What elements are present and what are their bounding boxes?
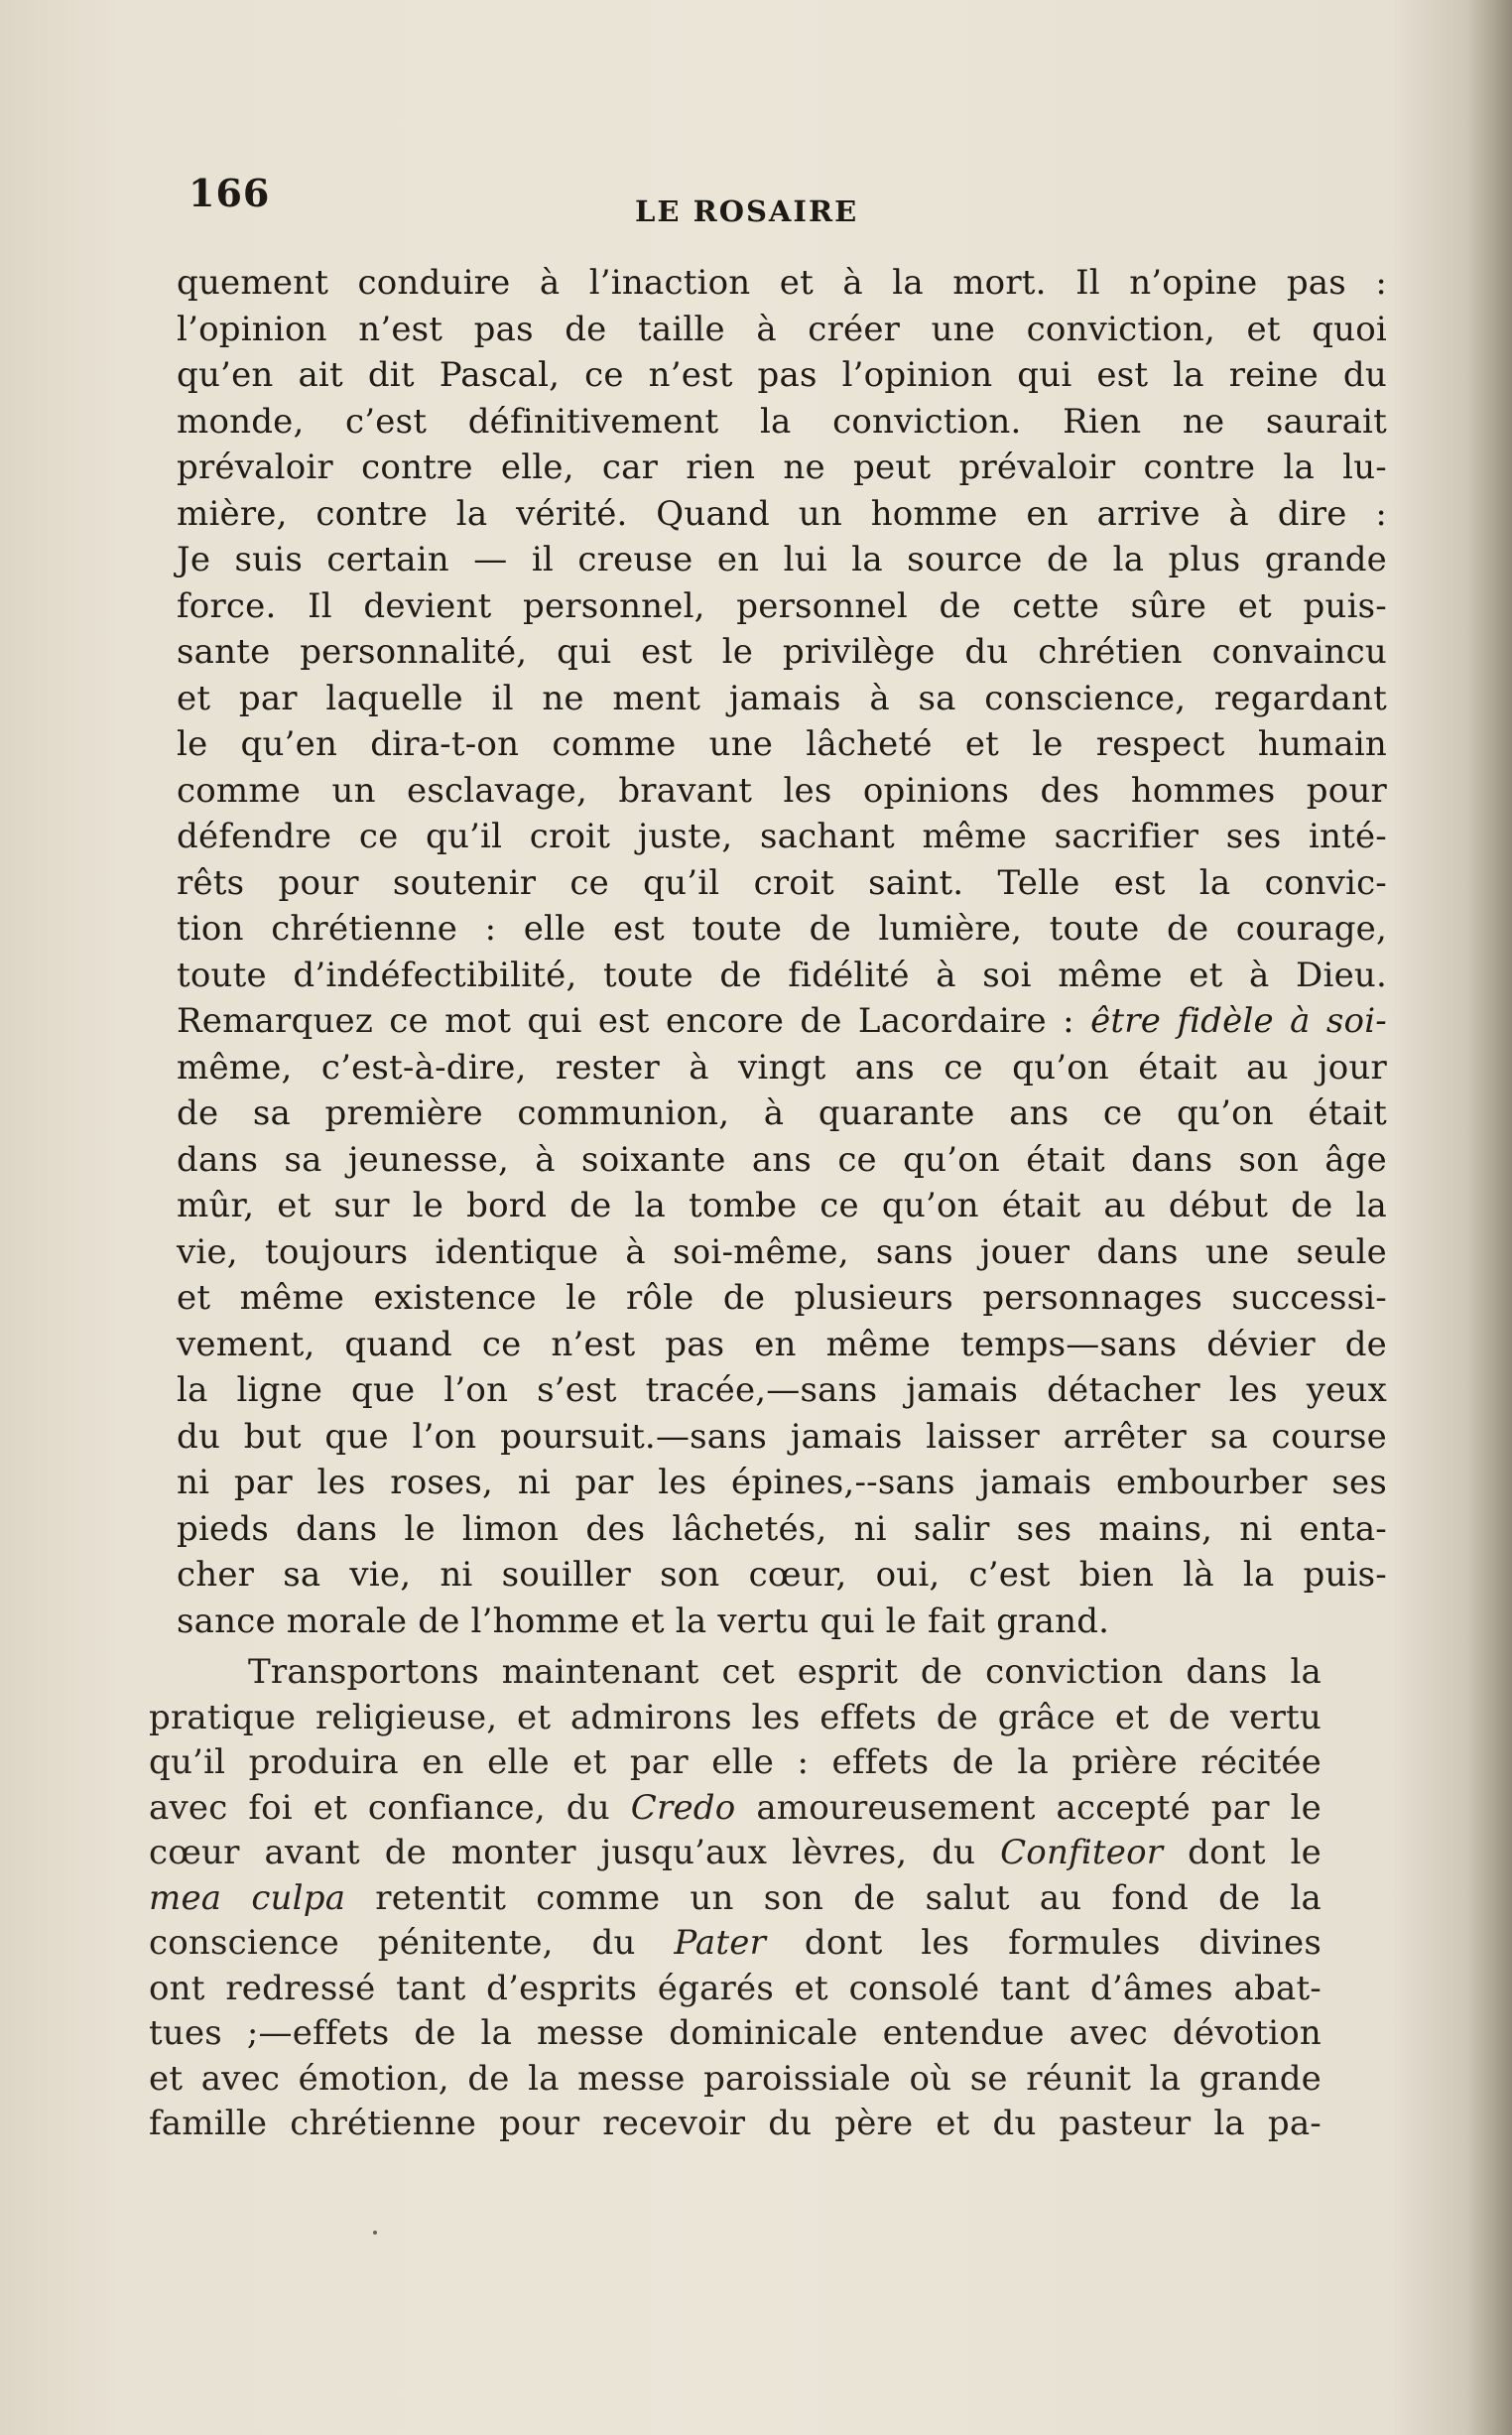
italic-quote: être fidèle à soi- — [1090, 1001, 1387, 1041]
italic-pater: Pater — [674, 1923, 767, 1963]
text-line-with-quote — [177, 998, 1387, 1045]
text-line: mûr, et sur le bord de la tombe ce qu’on était au début de la — [177, 1186, 1387, 1225]
text-line: la ligne que l’on s’est tracée,—sans jamais détacher les yeux — [177, 1370, 1387, 1410]
text-line: pratique religieuse, et admirons les effets de grâce et de vertu — [149, 1697, 1322, 1737]
text-line: Je suis certain — il creuse en lui la source de la plus grande — [177, 540, 1387, 579]
text-line — [149, 1876, 1322, 1922]
text-line: et par laquelle il ne ment jamais à sa conscience, regardant — [177, 678, 1387, 718]
text-line: de sa première communion, à quarante ans ce qu’on était — [177, 1093, 1387, 1133]
text-line: mière, contre la vérité. Quand un homme en arrive à dire : — [177, 493, 1387, 534]
paragraph-2 — [149, 1650, 1322, 2147]
text-line: toute d’indéfectibilité, toute de fidélité à soi même et à Dieu. — [177, 955, 1387, 995]
paper-speck — [373, 2231, 377, 2235]
text-line: tues ;—effets de la messe dominicale entendue avec dévotion — [149, 2013, 1322, 2053]
text-fragment: dont les formules divines — [766, 1923, 1322, 1963]
text-line: pieds dans le limon des lâchetés, ni salir ses mains, ni enta- — [177, 1508, 1387, 1549]
text-line: sante personnalité, qui est le privilège du chrétien convaincu — [177, 632, 1387, 672]
text-line: qu’il produira en elle et par elle : effets de la prière récitée — [149, 1742, 1322, 1782]
text-fragment: dont le — [1163, 1833, 1322, 1872]
text-line: même, c’est-à-dire, rester à vingt ans ce qu’on était au jour — [177, 1047, 1387, 1088]
text-line — [149, 1921, 1322, 1967]
text-line: et avec émotion, de la messe paroissiale où se réunit la grande — [149, 2058, 1322, 2099]
text-fragment: Remarquez ce mot qui est encore de Lacordaire : — [177, 1001, 1091, 1041]
text-fragment: cœur avant de monter jusqu’aux lèvres, du — [149, 1833, 1001, 1872]
text-line: comme un esclavage, bravant les opinions des hommes pour — [177, 770, 1387, 811]
text-line: qu’en ait dit Pascal, ce n’est pas l’opinion qui est la reine du — [177, 355, 1387, 395]
text-line: force. Il devient personnel, personnel de cette sûre et puis- — [177, 585, 1387, 626]
text-line: cher sa vie, ni souiller son cœur, oui, c’est bien là la puis- — [177, 1555, 1387, 1595]
text-fragment: amoureusement accepté par le — [735, 1787, 1322, 1828]
paragraph-1 — [177, 260, 1387, 1644]
text-line: vie, toujours identique à soi-même, sans jouer dans une seule — [177, 1231, 1387, 1272]
text-line: le qu’en dira-t-on comme une lâcheté et le respect humain — [177, 724, 1387, 764]
text-line: quement conduire à l’inaction et à la mort. Il n’opine pas : — [177, 263, 1387, 303]
text-line: dans sa jeunesse, à soixante ans ce qu’on était dans son âge — [177, 1139, 1387, 1180]
text-fragment: retentit comme un son de salut au fond de la — [345, 1877, 1322, 1918]
page-number: 166 — [189, 171, 271, 215]
running-title: LE ROSAIRE — [635, 194, 859, 228]
text-fragment: avec foi et confiance, du — [149, 1787, 631, 1828]
text-line: vement, quand ce n’est pas en même temps—sans dévier de — [177, 1324, 1387, 1364]
text-line: tion chrétienne : elle est toute de lumière, toute de courage, — [177, 909, 1387, 949]
text-line: ont redressé tant d’esprits égarés et consolé tant d’âmes abat- — [149, 1968, 1322, 2008]
text-line — [149, 1786, 1322, 1832]
italic-confiteor: Confiteor — [1000, 1833, 1164, 1872]
text-line: rêts pour soutenir ce qu’il croit saint. Telle est la convic- — [177, 862, 1387, 903]
text-line: et même existence le rôle de plusieurs personnages successi- — [177, 1278, 1387, 1318]
text-line: du but que l’on poursuit.—sans jamais laisser arrêter sa course — [177, 1416, 1387, 1457]
text-line: défendre ce qu’il croit juste, sachant même sacrifier ses inté- — [177, 817, 1387, 856]
text-fragment: conscience pénitente, du — [149, 1923, 675, 1963]
text-line: famille chrétienne pour recevoir du père et du pasteur la pa- — [149, 2104, 1322, 2143]
text-line: monde, c’est définitivement la conviction. Rien ne saurait — [177, 401, 1387, 442]
page-edge-shadow — [1466, 0, 1512, 2435]
italic-credo: Credo — [630, 1787, 736, 1828]
text-line: sance morale de l’homme et la vertu qui le fait grand. — [177, 1601, 1110, 1641]
italic-mea-culpa: mea culpa — [149, 1877, 346, 1918]
text-line: Transportons maintenant cet esprit de conviction dans la — [248, 1652, 1322, 1692]
text-line: prévaloir contre elle, car rien ne peut prévaloir contre la lu- — [177, 448, 1387, 487]
text-line: ni par les roses, ni par les épines,--sans jamais embourber ses — [177, 1463, 1387, 1502]
text-line — [149, 1831, 1322, 1876]
text-line: l’opinion n’est pas de taille à créer une conviction, et quoi — [177, 309, 1387, 349]
